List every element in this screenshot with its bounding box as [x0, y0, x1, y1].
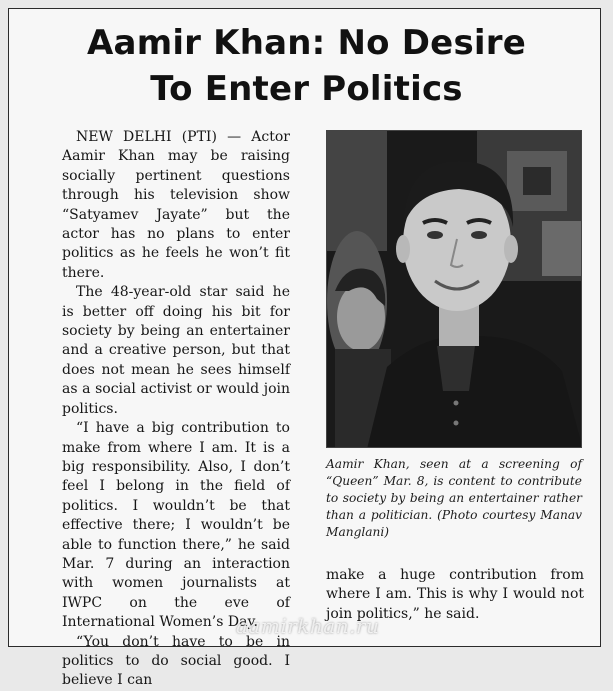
- body-paragraph-3: “I have a big contribution to make from where I am. It is a big responsibility. Also, I don’t feel I belong in the field of politics. I wouldn’t be that effective there; I wouldn’t be able to function there,” he said Mar. 7 during an interaction with women journalists at IWPC on the eve of International Women’s Day.: [62, 420, 290, 631]
- headline-line-2: To Enter Politics: [150, 69, 463, 109]
- photo-caption: Aamir Khan, seen at a screening of “Queen” Mar. 8, is content to contribute to society by being an entertainer rather than a politician. (Photo courtesy Manav Manglani): [326, 457, 582, 539]
- headline-line-1: Aamir Khan: No Desire: [87, 23, 526, 63]
- body-paragraph-4-continuation: make a huge contribution from where I am. This is why I would not join politics,” he said.: [326, 567, 584, 622]
- headline: [0, 20, 613, 112]
- body-paragraph-4: “You don’t have to be in politics to do social good. I believe I can: [62, 633, 290, 689]
- watermark: aamirkhan.ru: [236, 614, 380, 638]
- article-body-left-column: [62, 128, 290, 691]
- portrait-photo: [326, 130, 582, 448]
- body-paragraph-1: NEW DELHI (PTI) — Actor Aamir Khan may be raising socially pertinent questions through his television show “Satyamev Jayate” but the actor has no plans to enter politics as he feels he won’t fit there.: [62, 129, 290, 281]
- body-paragraph-2: The 48-year-old star said he is better off doing his bit for society by being an entertainer and a creative person, but that does not mean he sees himself as a social activist or would join politics.: [62, 284, 290, 417]
- photo-column: [326, 130, 582, 541]
- portrait-illustration: [327, 131, 582, 448]
